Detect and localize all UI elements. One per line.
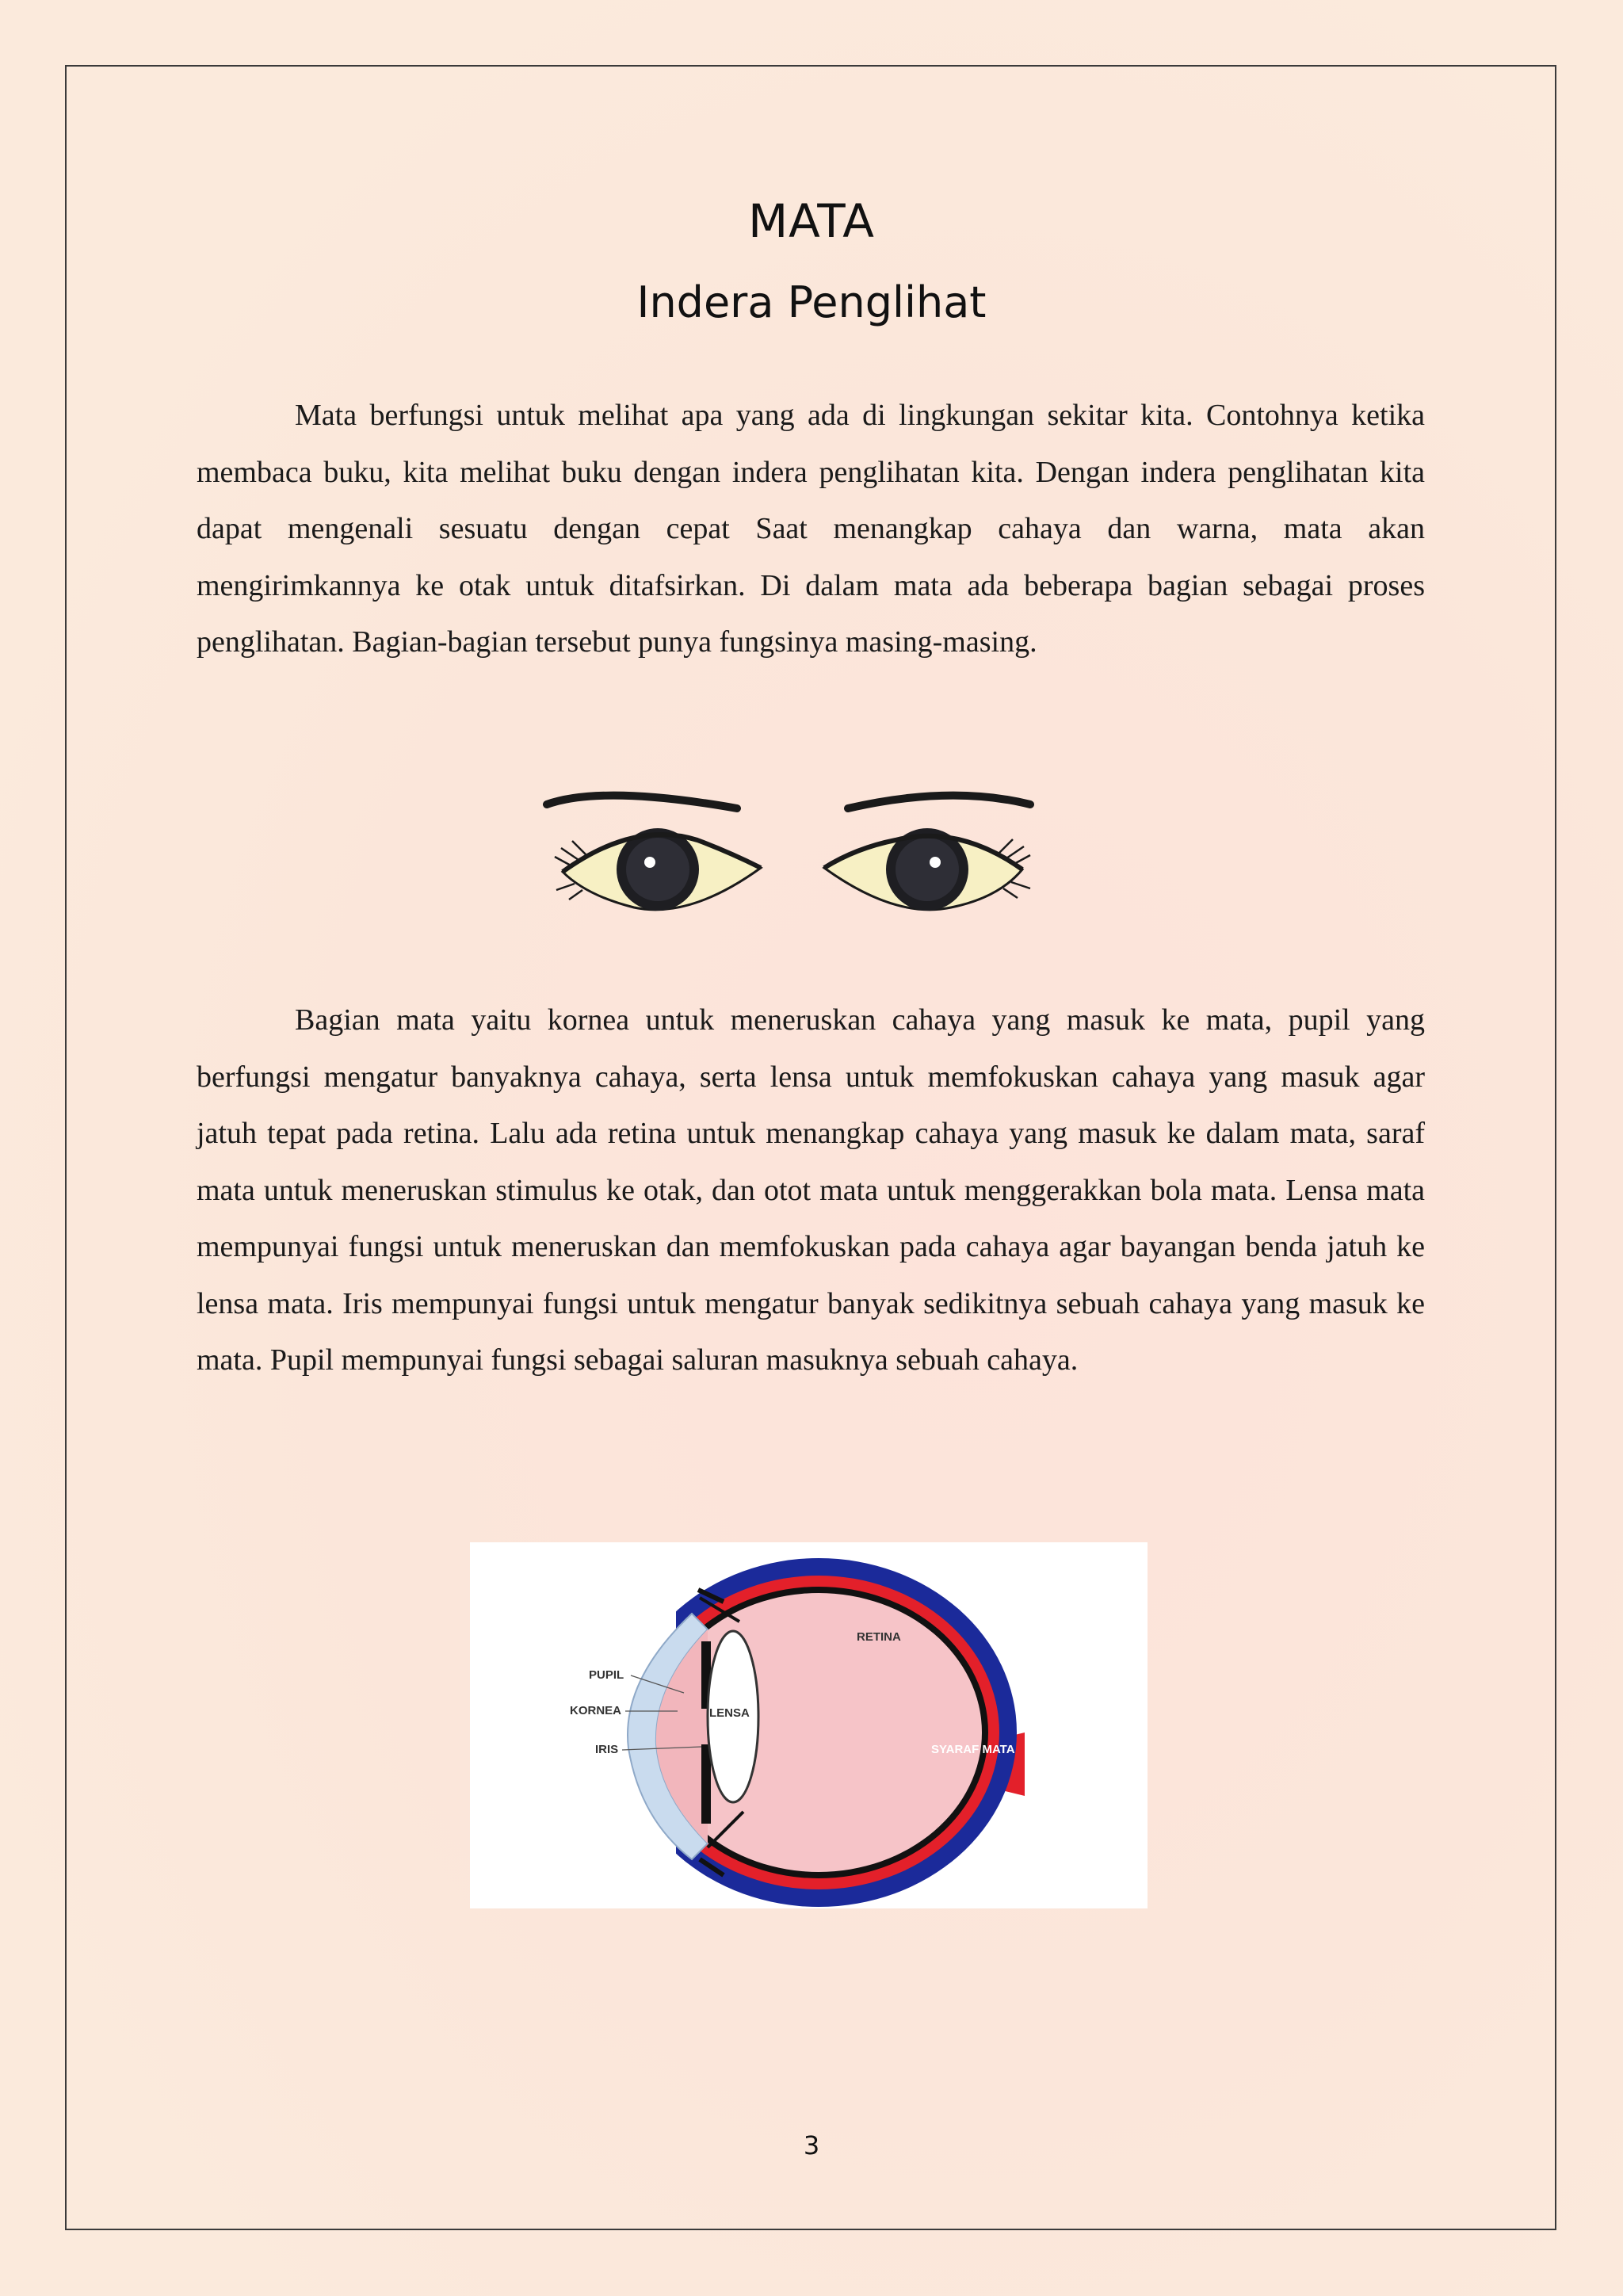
eyes-illustration (539, 781, 1046, 955)
right-eyebrow (848, 796, 1030, 808)
label-syaraf-mata: SYARAF MATA (931, 1743, 1015, 1756)
label-iris: IRIS (595, 1743, 619, 1756)
eye-parts-paragraph: Bagian mata yaitu kornea untuk meneruskan cahaya yang masuk ke mata, pupil yang berfungsi mengatur banyaknya cahaya, serta lensa untuk memfokuskan cahaya yang masuk agar jatuh tepat pada retina. Lalu ada retina untuk menangkap cahaya yang masuk ke dalam mata, saraf mata untuk meneruskan stimulus ke otak, dan otot mata untuk menggerakkan bola mata. Lensa mata mempunyai fungsi untuk meneruskan dan memfokuskan pada cahaya agar bayangan benda jatuh ke lensa mata. Iris mempunyai fungsi untuk mengatur banyak sedikitnya sebuah cahaya yang masuk ke mata. Pupil mempunyai fungsi sebagai saluran masuknya sebuah cahaya. (197, 1003, 1425, 1377)
label-kornea: KORNEA (570, 1704, 622, 1717)
label-lensa: LENSA (709, 1706, 750, 1720)
label-retina: RETINA (857, 1630, 901, 1644)
right-eye (824, 828, 1030, 911)
intro-paragraph: Mata berfungsi untuk melihat apa yang ada di lingkungan sekitar kita. Contohnya ketika membaca buku, kita melihat buku dengan indera penglihatan kita. Dengan indera penglihatan kita dapat mengenali sesuatu dengan cepat Saat menangkap cahaya dan warna, mata akan mengirimkannya ke otak untuk ditafsirkan. Di dalam mata ada beberapa bagian sebagai proses penglihatan. Bagian-bagian tersebut punya fungsinya masing-masing. (197, 399, 1425, 659)
left-eyebrow (547, 796, 737, 808)
page-subtitle: Indera Penglihat (636, 277, 987, 327)
left-eye (555, 828, 761, 911)
eye-anatomy-diagram (470, 1542, 1148, 1908)
page-number: 3 (803, 2130, 820, 2160)
page-title: MATA (748, 194, 875, 248)
eye-anatomy-svg (470, 1542, 1148, 1908)
label-pupil: PUPIL (589, 1668, 624, 1682)
